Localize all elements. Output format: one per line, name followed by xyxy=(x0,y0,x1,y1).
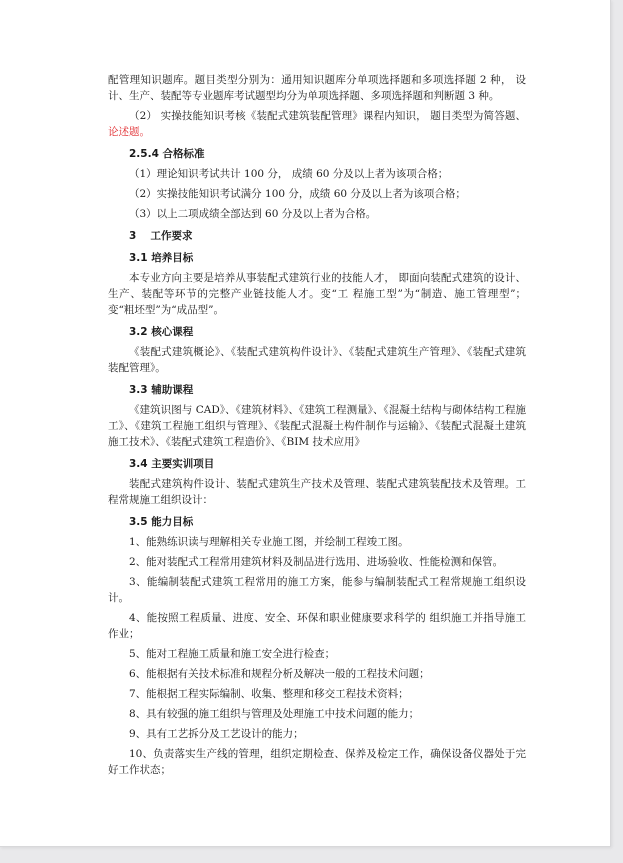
ability-item-3: 3、能编制装配式建筑工程常用的施工方案，能参与编制装配式工程常规施工组织设计。 xyxy=(108,576,526,604)
criteria-item-3: （3）以上二项成绩全部达到 60 分及以上者为合格。 xyxy=(129,208,377,220)
criteria-item-1: （1）理论知识考试共计 100 分， 成绩 60 分及以上者为该项合格； xyxy=(129,168,449,180)
section-heading-3-4: 3.4 主要实训项目 xyxy=(129,458,215,470)
paragraph-core-courses: 《装配式建筑概论》、《装配式建筑构件设计》、《装配式建筑生产管理》、《装配式建筑装配管理》。 xyxy=(108,346,526,374)
ability-item-9: 9、具有工艺拆分及工艺设计的能力； xyxy=(129,728,304,740)
ability-item-4: 4、能按照工程质量、进度、安全、环保和职业健康要求科学的 组织施工并指导施工作业； xyxy=(108,612,526,640)
paragraph-question-bank: 配管理知识题库。题目类型分别为：通用知识题库分单项选择题和多项选择题 2 种， 设计、生产、装配等专业题库考试题型均分为单项选择题、多项选择题和判断题 3 种。 xyxy=(108,74,526,102)
ability-item-1: 1、能熟练识读与理解相关专业施工图，并绘制工程竣工图。 xyxy=(129,536,409,548)
section-heading-3-2: 3.2 核心课程 xyxy=(129,326,194,338)
practical-assessment-text: （2） 实操技能知识考核《装配式建筑装配管理》课程内知识， 题目类型为简答题、 xyxy=(129,110,526,122)
ability-item-8: 8、具有较强的施工组织与管理及处理施工中技术问题的能力； xyxy=(129,708,420,720)
paragraph-practical-assessment xyxy=(108,108,526,140)
section-heading-3-3: 3.3 辅助课程 xyxy=(129,384,194,396)
ability-item-10: 10、负责落实生产线的管理，组织定期检查、保养及检定工作，确保设备仪器处于完好工作状态； xyxy=(108,748,526,776)
ability-item-2: 2、能对装配式工程常用建筑材料及制品进行选用、进场验收、性能检测和保管。 xyxy=(129,556,504,568)
section-heading-3-5: 3.5 能力目标 xyxy=(129,516,194,528)
section-heading-3-1: 3.1 培养目标 xyxy=(129,252,194,264)
ability-item-6: 6、能根据有关技术标准和规程分析及解决一般的工程技术问题； xyxy=(129,668,430,680)
document-content xyxy=(108,72,526,778)
paragraph-training-goal: 本专业方向主要是培养从事装配式建筑行业的技能人才， 即面向装配式建筑的设计、生产、装配等环节的完整产业链技能人才。变“工 程施工型”为“制造、施工管理型”；变“粗坯型”为“成品型”。 xyxy=(108,272,526,316)
paragraph-training-projects: 装配式建筑构件设计、装配式建筑生产技术及管理、装配式建筑装配技术及管理。工程常规施工组织设计： xyxy=(108,478,526,506)
highlighted-red-text: 论述题。 xyxy=(108,126,150,138)
ability-item-7: 7、能根据工程实际编制、收集、整理和移交工程技术资料； xyxy=(129,688,409,700)
criteria-item-2: （2）实操技能知识考试满分 100 分，成绩 60 分及以上者为该项合格； xyxy=(129,188,466,200)
ability-item-5: 5、能对工程施工质量和施工安全进行检查； xyxy=(129,648,336,660)
section-heading-2-5-4: 2.5.4 合格标准 xyxy=(129,148,205,160)
section-heading-3: 3 工作要求 xyxy=(129,230,193,242)
paragraph-auxiliary-courses: 《建筑识图与 CAD》、《建筑材料》、《建筑工程测量》、《混凝土结构与砌体结构工程施工》、《建筑工程施工组织与管理》、《装配式混凝土构件制作与运输》、《装配式混凝土建筑施工技术》、《装配式建筑工程造价》、《BIM 技术应用》 xyxy=(108,404,526,448)
